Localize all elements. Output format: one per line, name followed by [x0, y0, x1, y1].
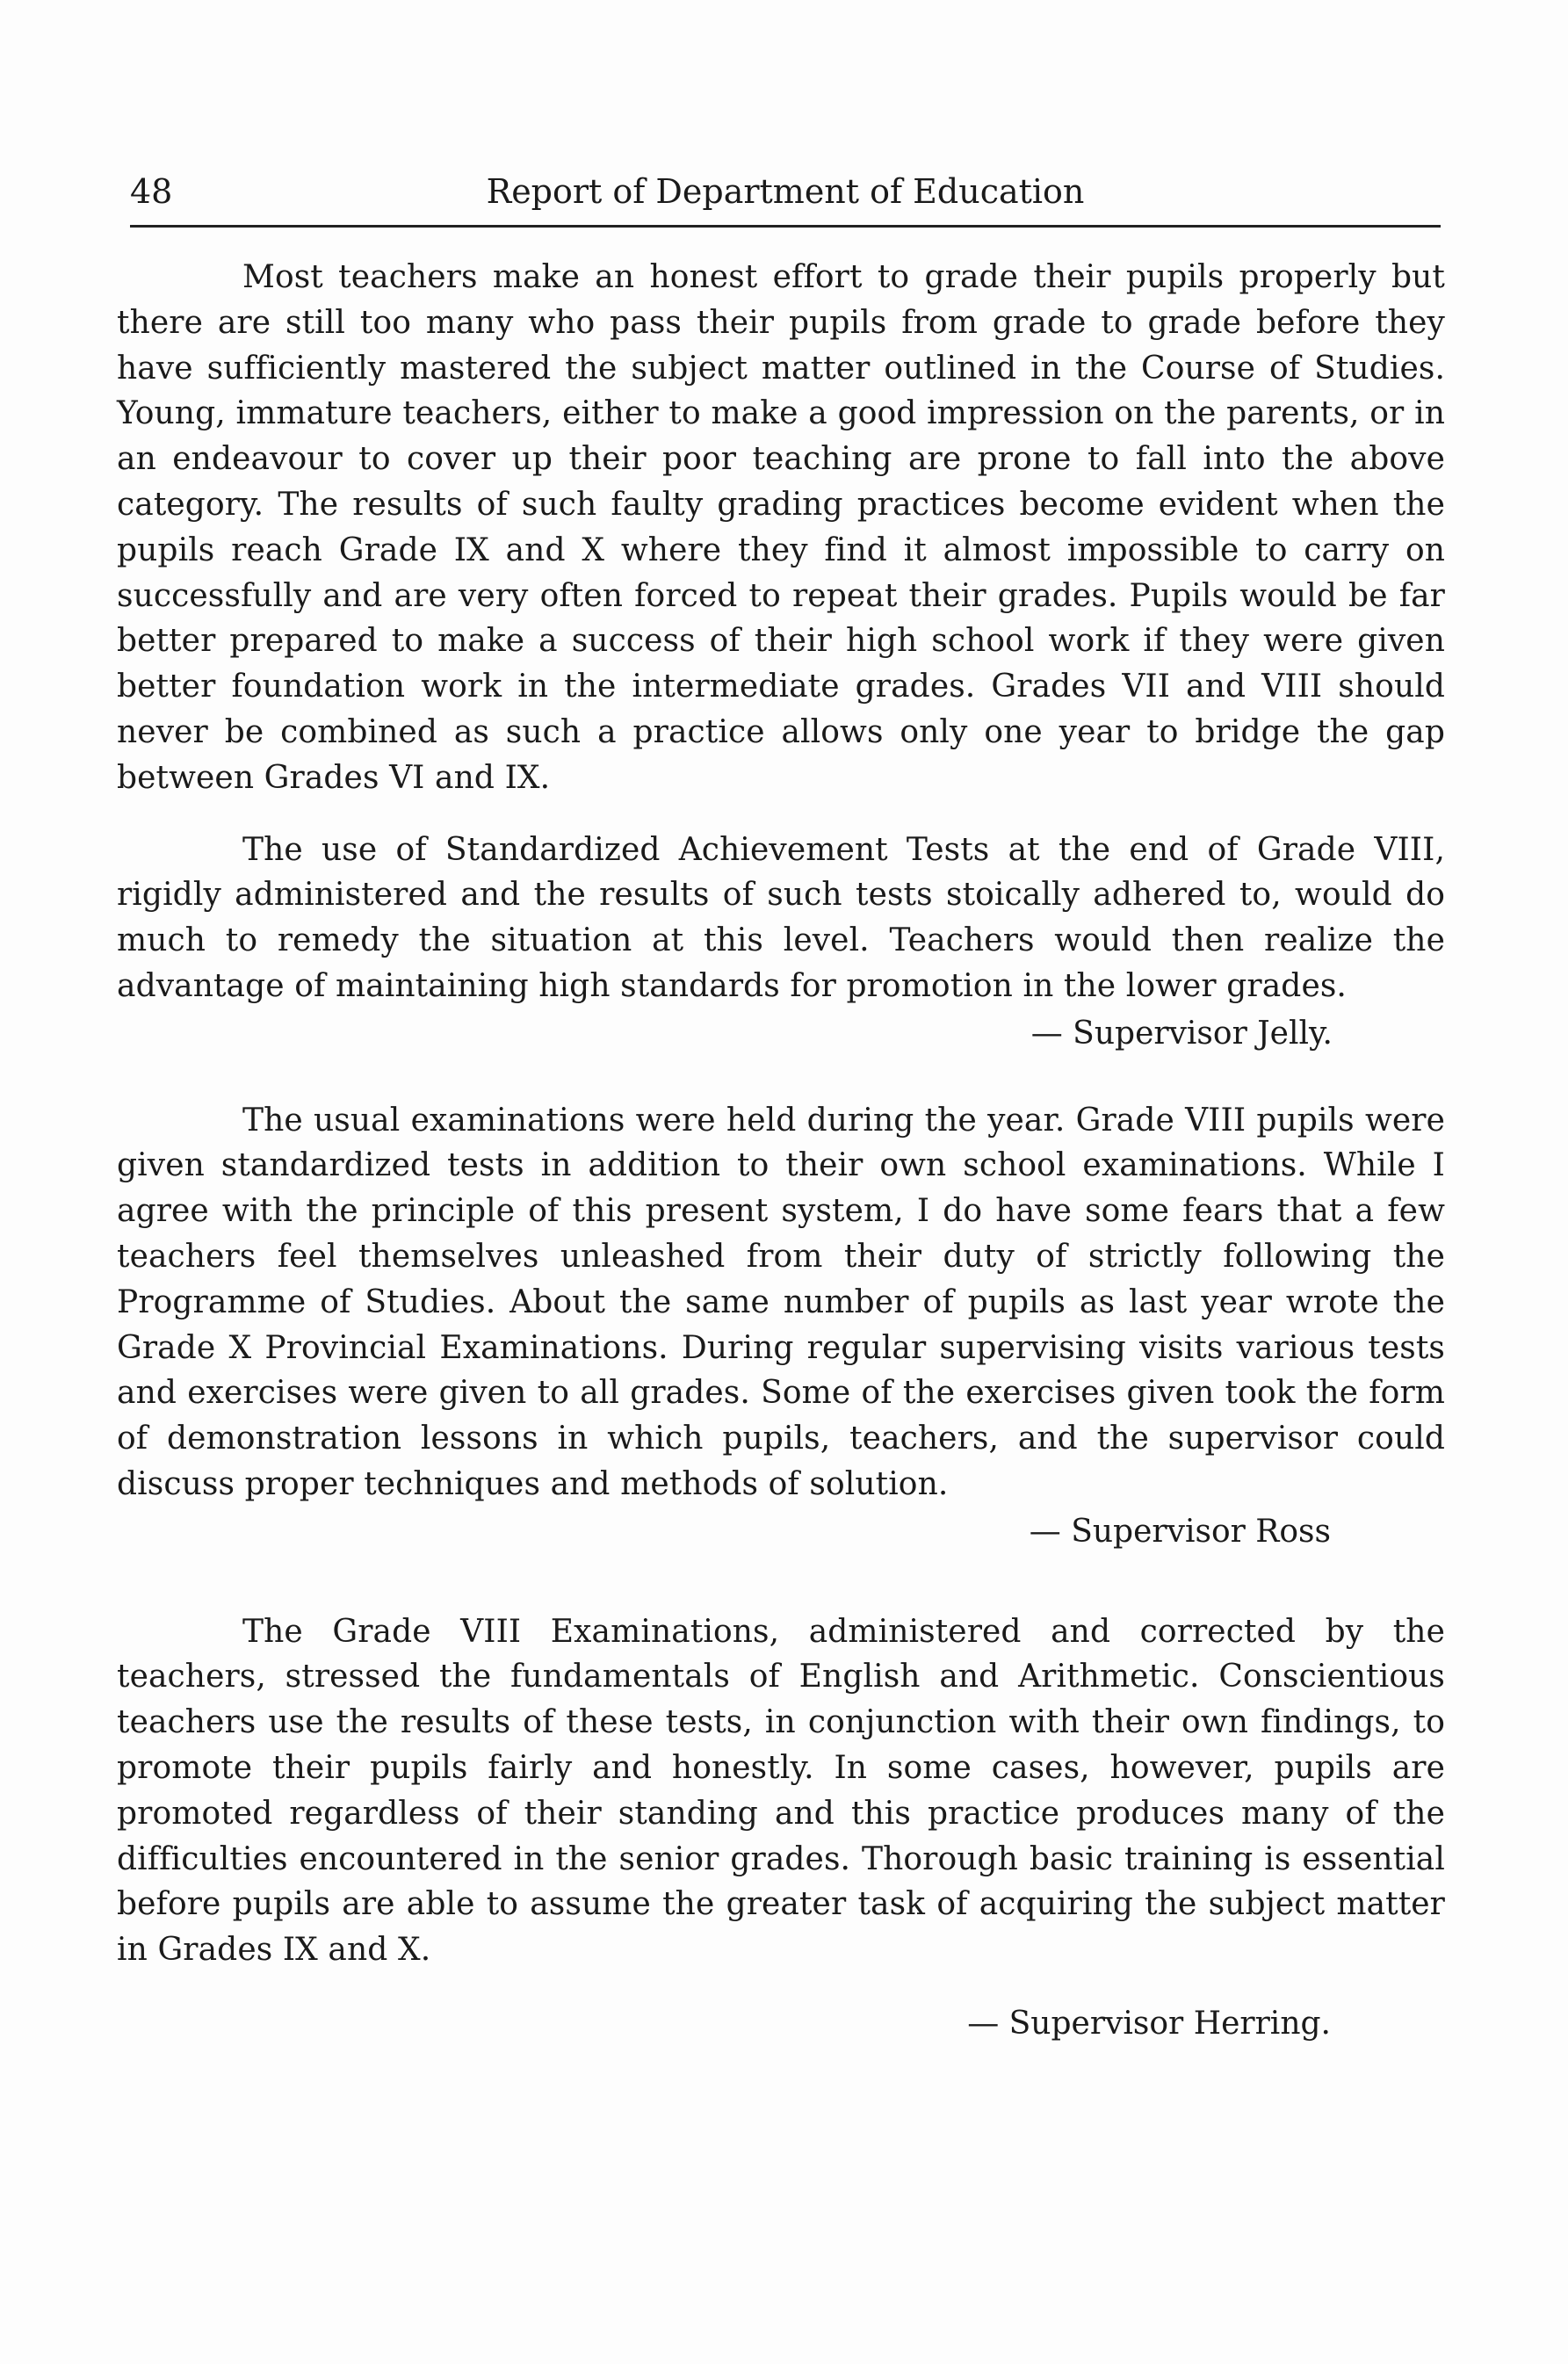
paragraph-usual-examinations: The usual examinations were held during the year. Grade VIII pupils were given standardized tests in addition to their own school examinations. While I agree with the principle of this present system, I do have some fears that a few teachers feel themselves unleashed from their duty of strictly following the Programme of Studies. About the same number of pupils as last year wrote the Grade X Provincial Examinations. During regular supervising visits various tests and exercises were given to all grades. Some of the exercises given took the form of demonstration lessons in which pupils, teachers, and the supervisor could discuss proper techniques and methods of solution.	[117, 1102, 1445, 1502]
signature-supervisor-herring: — Supervisor Herring.	[967, 2005, 1331, 2042]
signature-supervisor-ross: — Supervisor Ross	[1029, 1513, 1331, 1550]
header-rule	[130, 225, 1441, 228]
page-header	[130, 167, 1441, 216]
page-number: 48	[130, 172, 173, 211]
paragraph-grading-practices: Most teachers make an honest effort to grade their pupils properly but there are still too many who pass their pupils from grade to grade before they have sufficiently mastered the subject matter outlined in the Course of Studies. Young, immature teachers, either to make a good impression on the parents, or in an endeavour to cover up their poor teaching are prone to fall into the above category. The results of such faulty grading practices become evident when the pupils reach Grade IX and X where they find it almost impossible to carry on successfully and are very often forced to repeat their grades. Pupils would be far better prepared to make a success of their high school work if they were given better foundation work in the intermediate grades. Grades VII and VIII should never be combined as such a practice allows only one year to bridge the gap between Grades VI and IX.	[117, 259, 1445, 796]
running-title: Report of Department of Education	[486, 172, 1085, 211]
page-body	[117, 255, 1445, 2047]
paragraph-standardized-tests: The use of Standardized Achievement Tests at the end of Grade VIII, rigidly administered and the results of such tests stoically adhered to, would do much to remedy the situation at this level. Teachers would then realize the advantage of maintaining high standards for promotion in the lower grades.	[117, 831, 1445, 1004]
paragraph-grade-viii-examinations: The Grade VIII Examinations, administered and corrected by the teachers, stressed the fundamentals of English and Arithmetic. Conscientious teachers use the results of these tests, in conjunction with their own findings, to promote their pupils fairly and honestly. In some cases, however, pupils are promoted regardless of their standing and this practice produces many of the difficulties encountered in the senior grades. Thorough basic training is essential before pupils are able to assume the greater task of acquiring the subject matter in Grades IX and X.	[117, 1613, 1445, 1969]
signature-supervisor-jelly: — Supervisor Jelly.	[1030, 1015, 1333, 1052]
